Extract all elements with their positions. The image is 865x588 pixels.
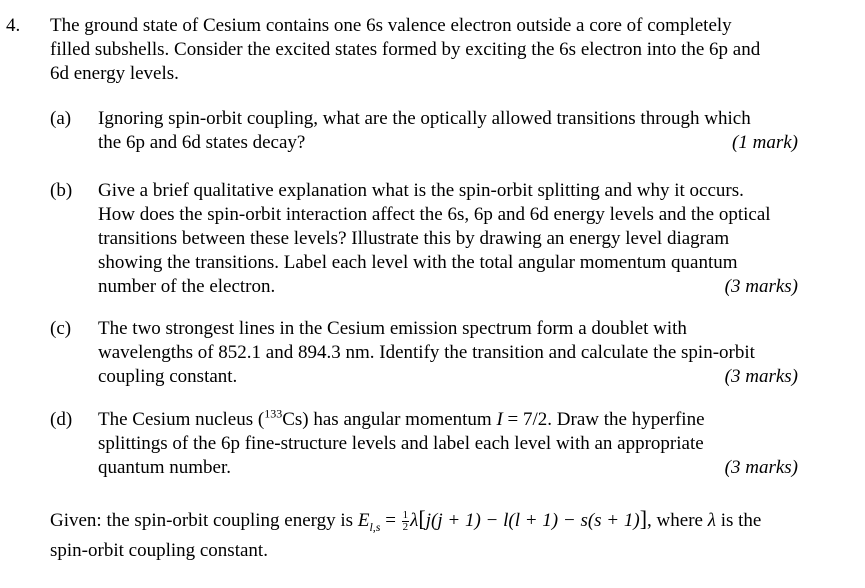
part-d <box>50 408 840 482</box>
given-suffix-2: is the <box>715 510 762 531</box>
part-b-label: (b) <box>50 180 73 201</box>
intro-line: The ground state of Cesium contains one 6s valence electron outside a core of completely <box>50 15 732 36</box>
left-bracket-icon: [ <box>418 506 426 531</box>
part-d-line: splittings of the 6p fine-structure levels and label each level with an appropriate <box>98 433 704 454</box>
given-statement <box>50 504 850 566</box>
question-intro <box>50 14 840 86</box>
part-d-text-mid: Cs) has angular momentum <box>282 409 497 430</box>
part-a-line: the 6p and 6d states decay? <box>98 132 306 153</box>
part-d-line <box>98 408 840 432</box>
one-half-fraction <box>402 510 410 533</box>
part-b <box>50 179 840 301</box>
given-prefix: Given: the spin-orbit coupling energy is <box>50 510 358 531</box>
part-c-label: (c) <box>50 318 72 339</box>
nuclear-spin-symbol: I <box>496 409 503 430</box>
part-b-line: transitions between these levels? Illustrate this by drawing an energy level diagram <box>98 228 730 249</box>
part-d-label: (d) <box>50 409 73 430</box>
energy-symbol: E <box>357 510 370 531</box>
equals-sign: = <box>380 510 401 531</box>
part-c <box>50 317 840 391</box>
part-c-line: wavelengths of 852.1 and 894.3 nm. Identify the transition and calculate the spin-orbit <box>98 342 755 363</box>
part-a-line: Ignoring spin-orbit coupling, what are the optically allowed transitions through which <box>98 108 751 129</box>
part-a-marks: (1 mark) <box>732 132 798 153</box>
part-d-marks: (3 marks) <box>724 457 798 478</box>
fraction-numerator: 1 <box>402 509 409 522</box>
part-a <box>50 107 840 157</box>
part-c-line: coupling constant. <box>98 366 238 387</box>
formula-expression: j(j + 1) − l(l + 1) − s(s + 1) <box>425 510 640 531</box>
part-b-line: Give a brief qualitative explanation what is the spin-orbit splitting and why it occurs. <box>98 180 744 201</box>
part-c-line: The two strongest lines in the Cesium emission spectrum form a doublet with <box>98 318 687 339</box>
part-d-text-prefix: The Cesium nucleus ( <box>98 409 265 430</box>
part-b-line: showing the transitions. Label each level with the total angular momentum quantum <box>98 252 738 273</box>
intro-line: filled subshells. Consider the excited states formed by exciting the 6s electron into the 6p and <box>50 39 761 60</box>
fraction-denominator: 2 <box>402 521 409 534</box>
energy-subscript: l,s <box>369 519 381 534</box>
part-b-marks: (3 marks) <box>724 276 798 297</box>
part-b-line: number of the electron. <box>98 276 276 297</box>
intro-line: 6d energy levels. <box>50 63 179 84</box>
part-a-text <box>98 107 840 155</box>
part-c-marks: (3 marks) <box>724 366 798 387</box>
lambda-symbol-2: λ <box>707 510 716 531</box>
question-number: 4. <box>6 15 21 36</box>
isotope-mass-number: 133 <box>264 406 283 421</box>
given-suffix: , where <box>647 510 708 531</box>
part-d-text-suffix: = 7/2. Draw the hyperfine <box>502 409 705 430</box>
part-b-line: How does the spin-orbit interaction affect the 6s, 6p and 6d energy levels and the optical <box>98 204 771 225</box>
right-bracket-icon: ] <box>639 506 648 531</box>
part-a-label: (a) <box>50 108 72 129</box>
given-line <box>50 504 850 536</box>
part-d-line: quantum number. <box>98 457 231 478</box>
lambda-symbol: λ <box>410 510 419 531</box>
given-line-2: spin-orbit coupling constant. <box>50 540 268 561</box>
